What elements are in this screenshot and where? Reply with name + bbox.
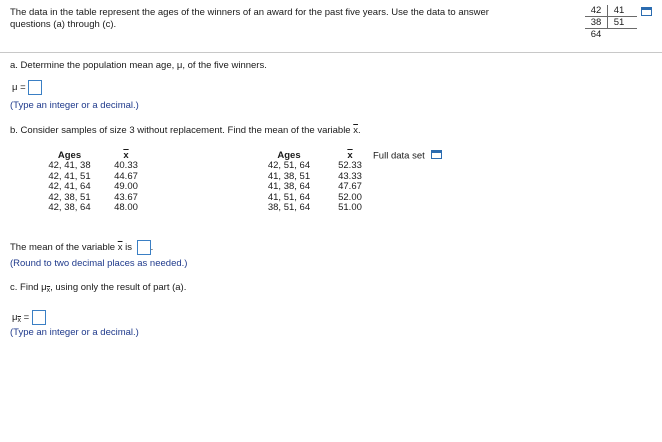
ages-header: Ages <box>57 150 82 161</box>
sample-mean-cell: 40.33 <box>114 160 138 171</box>
sample-ages-cell: 41, 38, 51 <box>267 170 311 182</box>
full-data-set-link[interactable] <box>373 150 442 162</box>
sample-ages-cell: 42, 38, 64 <box>48 202 91 213</box>
period: . <box>150 242 154 254</box>
sample-ages-cell: 42, 41, 38 <box>48 160 91 171</box>
mean-of-x-input[interactable] <box>137 240 151 255</box>
data-table-row <box>585 17 637 29</box>
data-cell <box>607 29 629 40</box>
mu-x-bar-symbol: $\mu_{\overline{x}}$ = <box>12 312 30 325</box>
part-c-prompt: c. Find $\mu_{\overline{x}}$, using only the result of part (a). <box>10 282 187 294</box>
sample-mean-cell: 47.67 <box>338 181 362 192</box>
data-table <box>585 5 637 40</box>
sample-ages-cell: 42, 41, 64 <box>48 181 91 192</box>
data-cell: 38 <box>590 17 602 28</box>
data-table-row <box>585 29 637 40</box>
population-mean-input[interactable] <box>28 80 42 95</box>
full-data-set-label: Full data set <box>373 150 425 162</box>
sample-ages-cell: 38, 51, 64 <box>267 202 311 213</box>
x-bar-header: $\overline{x}$ <box>123 150 129 161</box>
data-cell: 42 <box>590 5 602 16</box>
sample-ages-cell: 42, 41, 51 <box>48 170 91 182</box>
part-b-hint: (Round to two decimal places as needed.) <box>10 258 188 269</box>
problem-statement <box>10 7 570 30</box>
sample-mean-cell: 43.33 <box>338 170 362 182</box>
section-divider <box>0 52 662 53</box>
mean-of-sample-means-input[interactable] <box>32 310 46 325</box>
data-table-row <box>585 5 637 17</box>
right-x-column <box>330 150 370 214</box>
sample-mean-cell: 52.33 <box>338 160 362 171</box>
left-ages-column <box>42 150 97 214</box>
copy-data-icon[interactable] <box>641 7 652 19</box>
intro-line-1: The data in the table represent the ages of the winners of an award for the past five years. Use the data to answer <box>10 7 489 18</box>
sample-mean-cell: 44.67 <box>114 170 138 182</box>
left-x-column <box>106 150 146 214</box>
part-c-hint: (Type an integer or a decimal.) <box>10 327 139 338</box>
sample-mean-cell: 51.00 <box>338 202 362 213</box>
part-c-answer-row <box>12 310 46 325</box>
sample-mean-cell: 43.67 <box>114 191 138 203</box>
sample-ages-cell: 42, 38, 51 <box>48 191 91 203</box>
sample-ages-cell: 42, 51, 64 <box>267 160 311 171</box>
sample-mean-cell: 52.00 <box>338 191 362 203</box>
part-a-answer-row <box>12 80 42 95</box>
data-cell: 41 <box>607 5 630 16</box>
x-bar-header: $\overline{x}$ <box>347 150 353 161</box>
intro-line-2: questions (a) through (c). <box>10 18 117 30</box>
mean-of-x-prompt: The mean of the variable $\overline{x}$ is <box>10 242 132 254</box>
sample-ages-cell: 41, 51, 64 <box>267 191 311 203</box>
data-cell: 51 <box>607 17 630 28</box>
ages-header: Ages <box>277 150 301 161</box>
data-cell: 64 <box>590 29 602 40</box>
sample-mean-cell: 49.00 <box>114 181 138 192</box>
right-ages-column <box>260 150 318 214</box>
mean-of-x-row <box>10 240 153 255</box>
part-a-prompt: a. Determine the population mean age, μ, of the five winners. <box>10 60 267 71</box>
part-b-prompt: b. Consider samples of size 3 without replacement. Find the mean of the variable $\overline{x}$. <box>10 125 361 136</box>
sample-mean-cell: 48.00 <box>114 202 138 213</box>
sample-ages-cell: 41, 38, 64 <box>267 181 311 192</box>
part-a-hint: (Type an integer or a decimal.) <box>10 100 139 111</box>
full-data-set-icon[interactable] <box>431 150 442 162</box>
mu-symbol: μ = <box>12 82 26 94</box>
